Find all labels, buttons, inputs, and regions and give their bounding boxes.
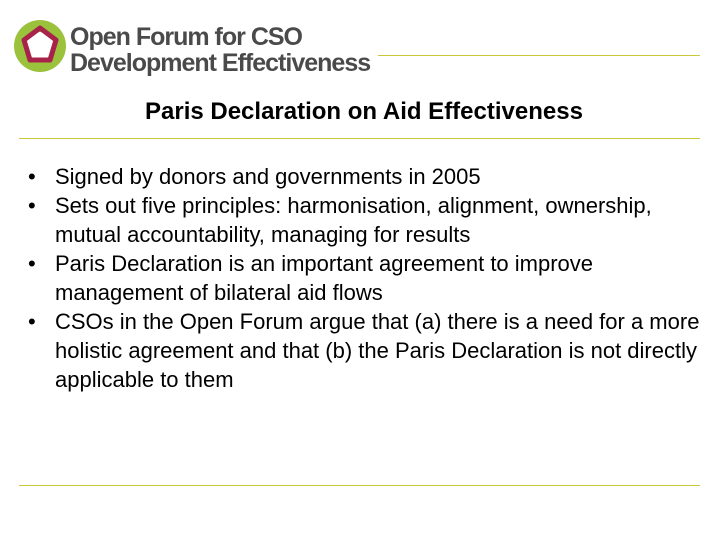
open-forum-logo-icon [10, 16, 70, 76]
bullet-icon: • [28, 251, 36, 276]
bullet-text: Paris Declaration is an important agreement to improve management of bilateral aid flows [55, 251, 594, 305]
bullet-icon: • [28, 309, 36, 334]
header-divider [378, 55, 700, 56]
footer-divider [19, 485, 700, 486]
open-forum-logo [10, 16, 371, 82]
logo-wordmark [70, 24, 370, 76]
bullet-icon: • [28, 164, 36, 189]
bullet-text: Signed by donors and governments in 2005 [55, 164, 481, 189]
bullet-list [28, 162, 700, 394]
bullet-text: CSOs in the Open Forum argue that (a) there is a need for a more holistic agreement and that (b) the Paris Declaration is not directly applicable to them [55, 309, 700, 392]
bullet-item [28, 191, 700, 249]
bullet-icon: • [28, 193, 36, 218]
title-divider [19, 138, 700, 139]
bullet-item [28, 249, 700, 307]
bullet-text: Sets out five principles: harmonisation, alignment, ownership, mutual accountability, managing for results [55, 193, 652, 247]
bullet-item [28, 307, 700, 394]
bullet-item [28, 162, 700, 191]
logo-line-1: Open Forum for CSO [70, 23, 302, 51]
logo-line-2: Development Effectiveness [70, 49, 371, 77]
slide-title: Paris Declaration on Aid Effectiveness [145, 98, 583, 125]
